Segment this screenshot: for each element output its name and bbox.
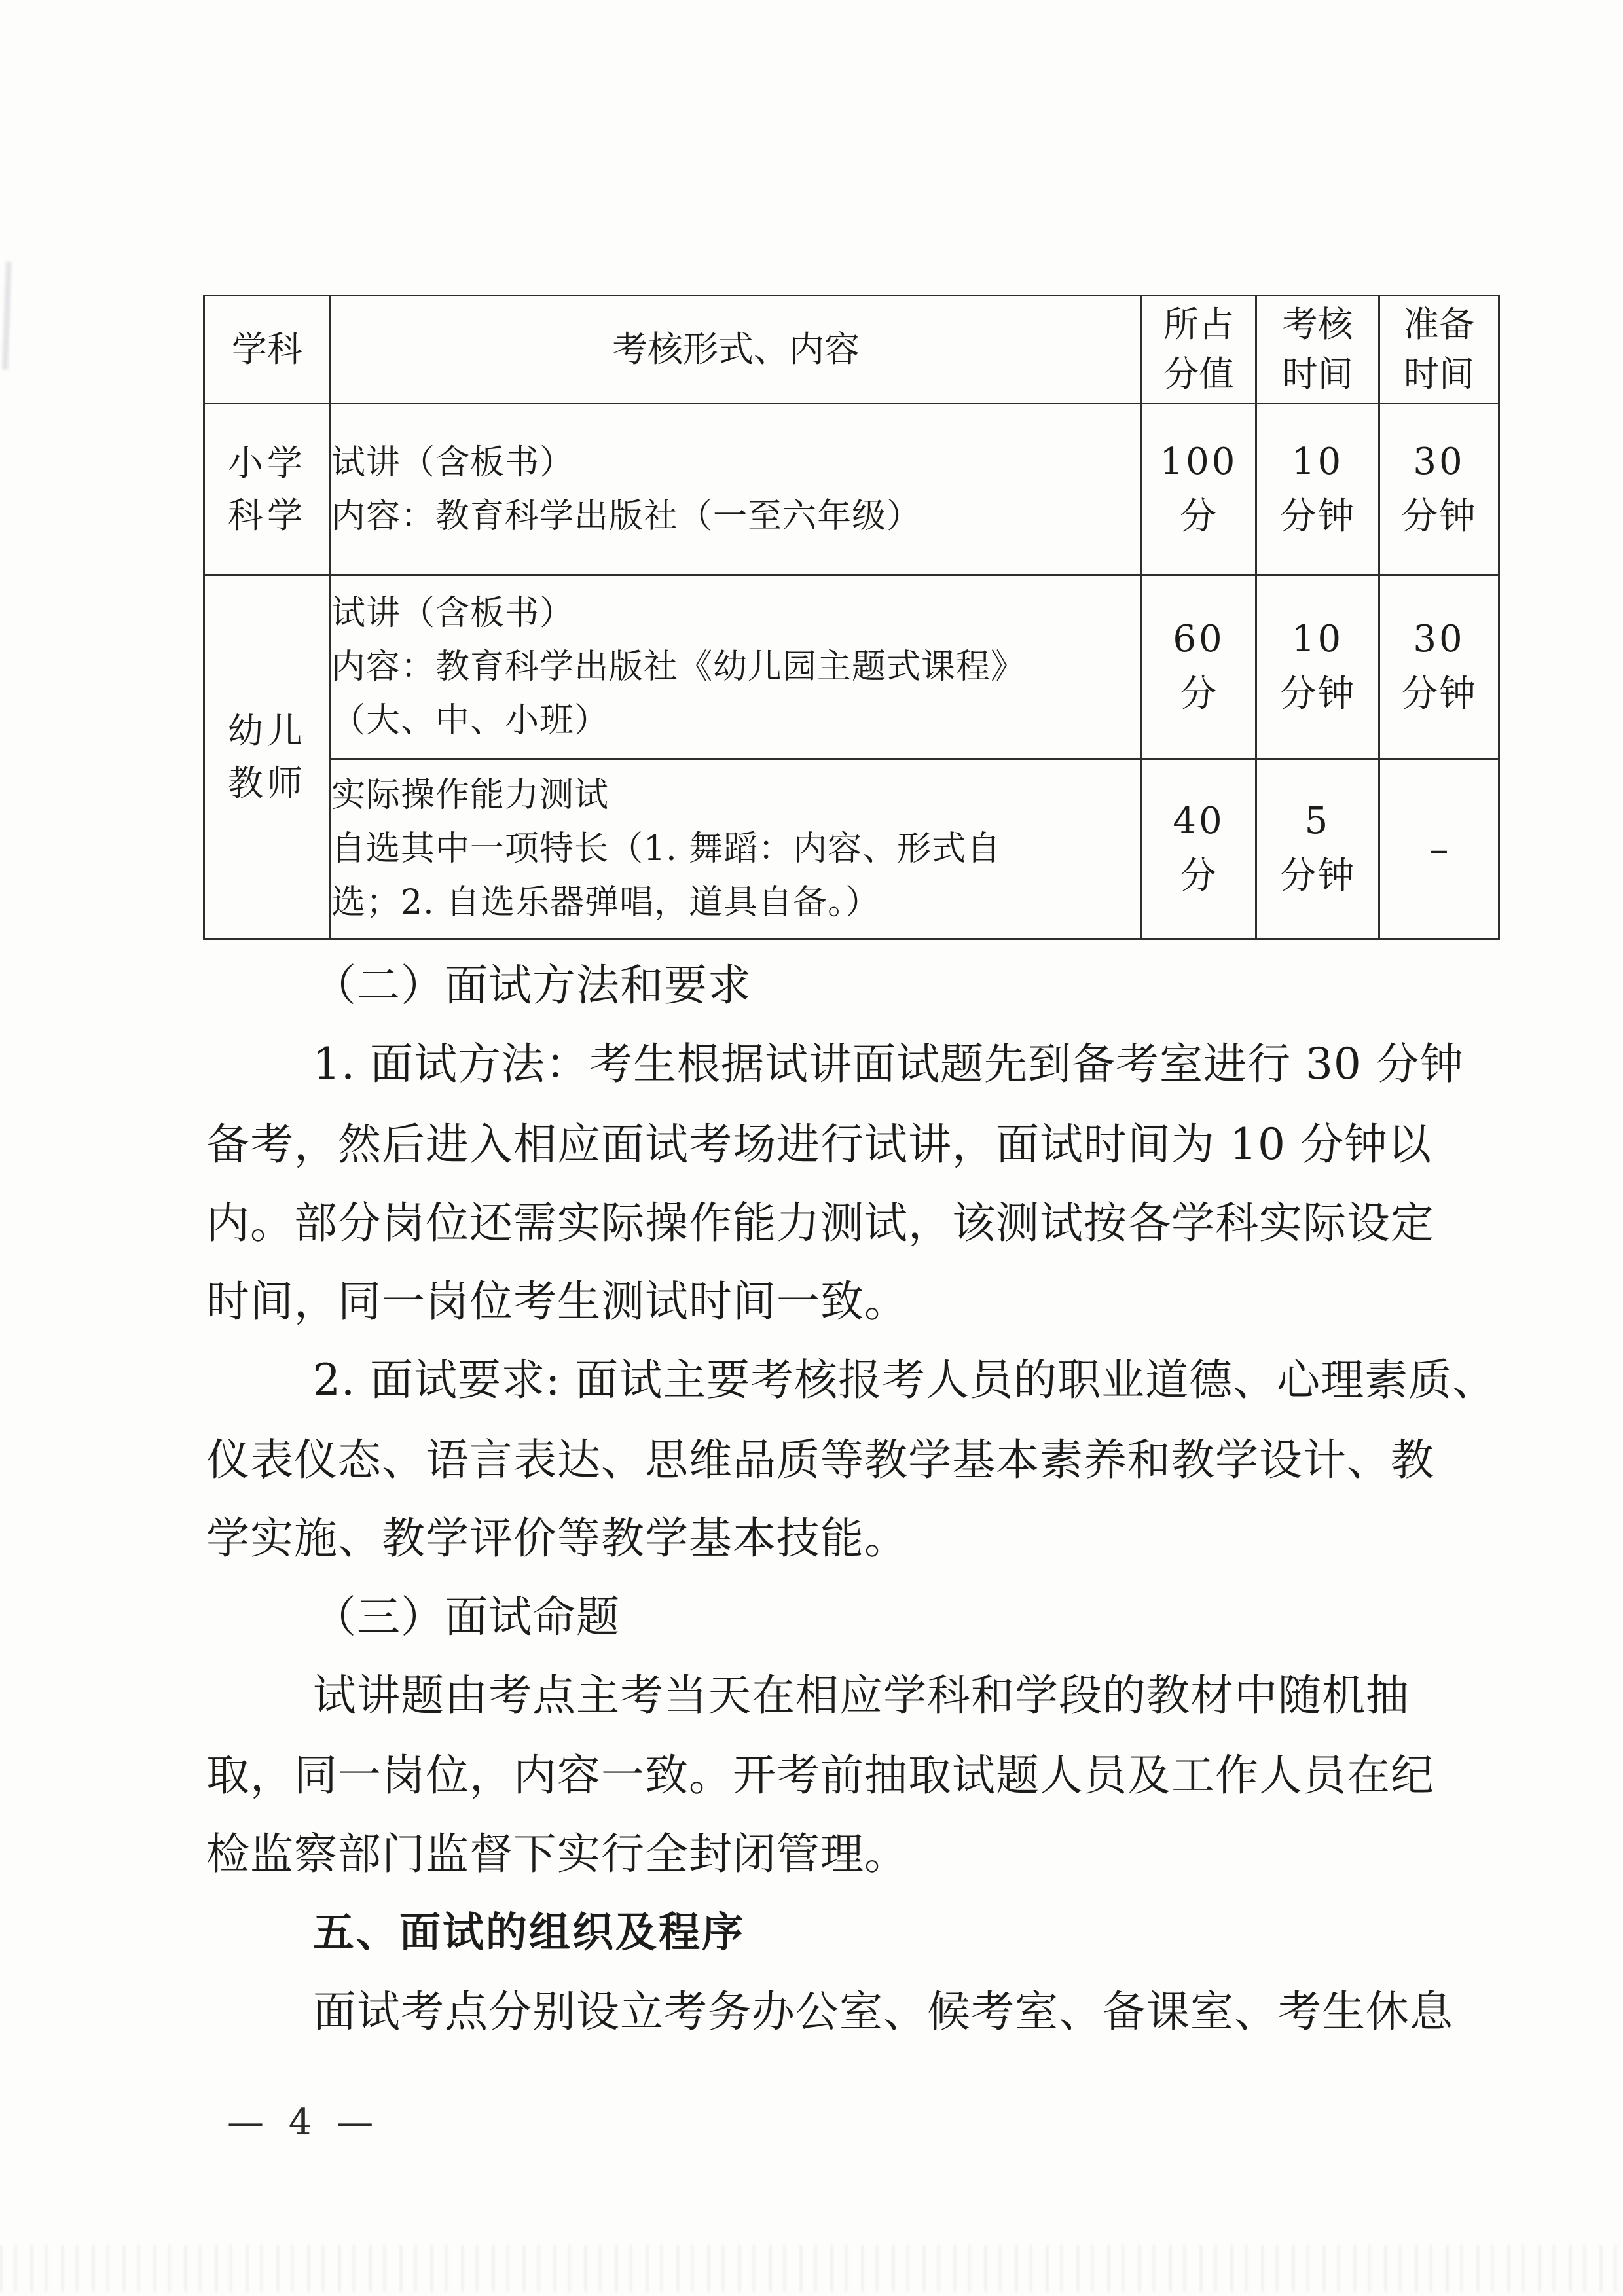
section-heading-interview-method: （二）面试方法和要求 bbox=[313, 960, 752, 1011]
scan-streak-artifact bbox=[2, 262, 12, 370]
body-line: 仪表仪态、语言表达、思维品质等教学基本素养和教学设计、教 bbox=[206, 1435, 1434, 1485]
body-line: 内。部分岗位还需实际操作能力测试，该测试按各学科实际设定 bbox=[206, 1198, 1434, 1248]
header-exam-time-label: 考核时间 bbox=[1282, 304, 1353, 395]
score-value: 60 bbox=[1173, 618, 1225, 660]
body-line: 1. 面试方法：考生根据试讲面试题先到备考室进行 30 分钟 bbox=[313, 1039, 1464, 1089]
time-value: 5 bbox=[1304, 800, 1331, 842]
time-value: 10 bbox=[1291, 618, 1344, 660]
score-unit: 分 bbox=[1180, 495, 1218, 538]
cell-score-kindergarten-lecture bbox=[1142, 575, 1256, 759]
body-line: 时间，同一岗位考生测试时间一致。 bbox=[206, 1276, 908, 1327]
prep-unit: 分钟 bbox=[1401, 673, 1477, 715]
prep-dash: – bbox=[1429, 827, 1449, 871]
body-line: 备考，然后进入相应面试考场进行试讲，面试时间为 10 分钟以 bbox=[206, 1119, 1432, 1170]
table-header-row bbox=[204, 296, 1499, 404]
form-line: 内容：教育科学出版社《幼儿园主题式课程》 bbox=[331, 647, 1026, 687]
subject-kindergarten-label: 幼儿教师 bbox=[228, 709, 306, 804]
cell-prep-kindergarten-practical bbox=[1379, 759, 1499, 939]
body-line: 面试考点分别设立考务办公室、候考室、备课室、考生休息 bbox=[313, 1986, 1453, 2037]
form-line: 实际操作能力测试 bbox=[331, 776, 610, 815]
prep-unit: 分钟 bbox=[1401, 495, 1477, 538]
score-unit: 分 bbox=[1180, 855, 1218, 897]
subject-primary-science-label: 小学科学 bbox=[228, 442, 306, 536]
scan-noise-artifact bbox=[0, 2245, 1623, 2292]
page-number: — 4 — bbox=[227, 2101, 380, 2144]
score-value: 100 bbox=[1159, 440, 1238, 483]
header-score-label: 所占分值 bbox=[1163, 304, 1234, 395]
cell-form-primary-science bbox=[331, 404, 1142, 575]
header-prep-time-label: 准备时间 bbox=[1404, 304, 1474, 395]
cell-score-kindergarten-practical bbox=[1142, 759, 1256, 939]
form-line: 自选其中一项特长（1. 舞蹈：内容、形式自 bbox=[331, 829, 1002, 869]
time-unit: 分钟 bbox=[1279, 855, 1356, 897]
table-row-primary-science bbox=[204, 404, 1499, 575]
body-line: 取，同一岗位，内容一致。开考前抽取试题人员及工作人员在纪 bbox=[206, 1750, 1434, 1801]
header-score bbox=[1142, 296, 1256, 404]
form-line: （大、中、小班） bbox=[331, 701, 610, 740]
cell-time-kindergarten-practical bbox=[1256, 759, 1379, 939]
body-line: 试讲题由考点主考当天在相应学科和学段的教材中随机抽 bbox=[313, 1670, 1410, 1721]
body-line: 检监察部门监督下实行全封闭管理。 bbox=[206, 1829, 908, 1879]
body-line: 2. 面试要求: 面试主要考核报考人员的职业道德、心理素质、 bbox=[313, 1355, 1497, 1405]
form-line: 选；2. 自选乐器弹唱，道具自备。） bbox=[331, 883, 881, 922]
body-line: 学实施、教学评价等教学基本技能。 bbox=[206, 1513, 908, 1564]
form-line: 内容：教育科学出版社（一至六年级） bbox=[331, 496, 922, 536]
section-heading-interview-topics: （三）面试命题 bbox=[313, 1592, 620, 1642]
score-value: 40 bbox=[1173, 800, 1225, 842]
cell-subject-primary-science bbox=[204, 404, 331, 575]
form-line: 试讲（含板书） bbox=[331, 594, 575, 633]
header-subject bbox=[204, 296, 331, 404]
cell-form-kindergarten-lecture bbox=[331, 575, 1142, 759]
prep-value: 30 bbox=[1413, 618, 1465, 660]
header-prep-time bbox=[1379, 296, 1499, 404]
cell-score-primary-science bbox=[1142, 404, 1256, 575]
header-exam-time bbox=[1256, 296, 1379, 404]
form-line: 试讲（含板书） bbox=[331, 442, 575, 482]
header-form-content-label: 考核形式、内容 bbox=[612, 329, 860, 370]
cell-subject-kindergarten bbox=[204, 575, 331, 939]
table-row-kindergarten-lecture bbox=[204, 575, 1499, 759]
time-value: 10 bbox=[1291, 440, 1344, 483]
score-unit: 分 bbox=[1180, 673, 1218, 715]
cell-prep-primary-science bbox=[1379, 404, 1499, 575]
time-unit: 分钟 bbox=[1279, 495, 1356, 538]
cell-prep-kindergarten-lecture bbox=[1379, 575, 1499, 759]
table-row-kindergarten-practical bbox=[204, 759, 1499, 939]
cell-time-primary-science bbox=[1256, 404, 1379, 575]
exam-schedule-table bbox=[203, 295, 1500, 940]
cell-time-kindergarten-lecture bbox=[1256, 575, 1379, 759]
cell-form-kindergarten-practical bbox=[331, 759, 1142, 939]
header-subject-label: 学科 bbox=[232, 329, 302, 370]
prep-value: 30 bbox=[1413, 440, 1465, 483]
header-form-content bbox=[331, 296, 1142, 404]
time-unit: 分钟 bbox=[1279, 673, 1356, 715]
section-heading-organization: 五、面试的组织及程序 bbox=[313, 1909, 745, 1956]
